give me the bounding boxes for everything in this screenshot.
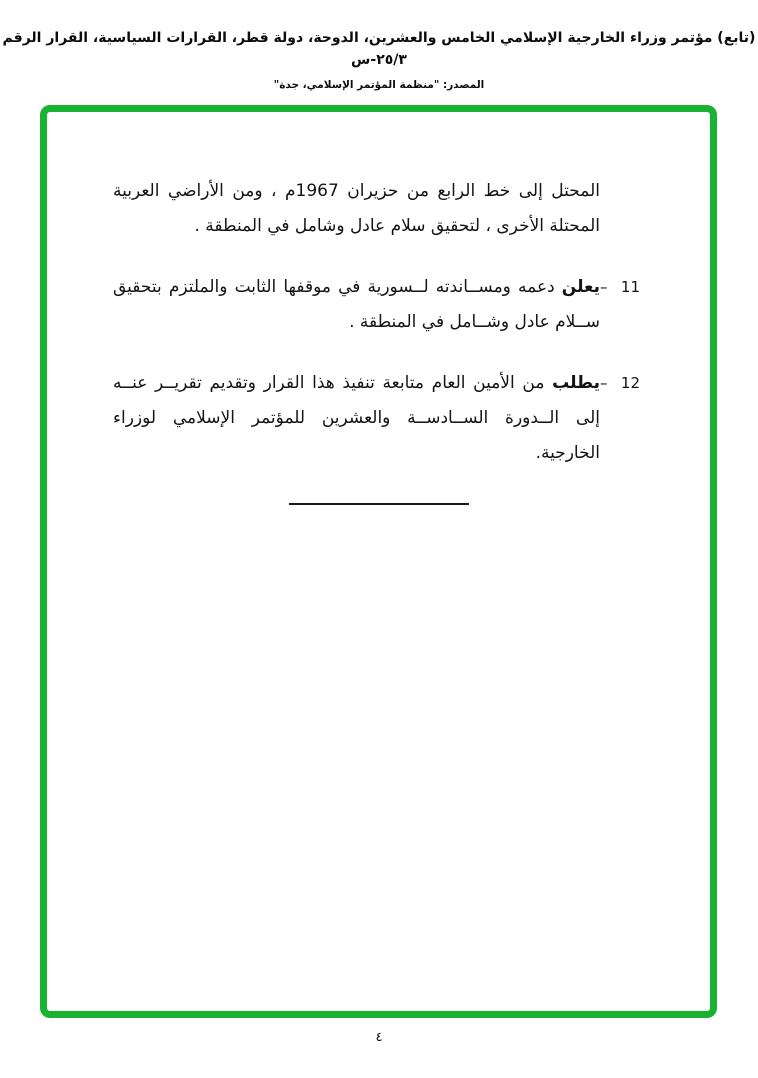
resolution-item-12 — [113, 366, 640, 471]
page-header — [0, 27, 758, 93]
item-12-dash: – — [600, 374, 608, 392]
item-11-lead-word: يعلن — [561, 277, 600, 297]
continuation-paragraph: المحتل إلى خط الرابع من حزيران 1967م ، ومن الأراضي العربية المحتلة الأخرى ، لتحقيق سلام عادل وشامل في المنطقة . — [113, 181, 600, 236]
item-11-number: 11 — [620, 278, 640, 296]
item-12-marker — [600, 366, 640, 471]
item-12-body: من الأمين العام متابعة تنفيذ هذا القرار وتقديم تقريــر عنــه إلى الــدورة الســادســة والعشرين للمؤتمر الإسلامي لوزراء الخارجية. — [113, 373, 600, 463]
item-12-text — [113, 366, 600, 471]
item-11-text — [113, 270, 600, 340]
resolution-item-11 — [113, 270, 640, 340]
item-11-body: دعمه ومســاندته لــسورية في موقفها الثابت والملتزم بتحقيق ســلام عادل وشــامل في المنطقة . — [113, 277, 600, 332]
page-number: ٤ — [375, 1030, 383, 1045]
green-border-frame — [40, 105, 717, 1018]
item-11-dash: – — [600, 278, 608, 296]
separator-line — [289, 503, 469, 505]
document-content — [47, 112, 710, 505]
item-11-marker — [600, 270, 640, 340]
header-title-line: (تابع) مؤتمر وزراء الخارجية الإسلامي الخامس والعشرين، الدوحة، دولة قطر، القرارات السياسية، القرار الرقم ٢٥/٣-س — [2, 30, 756, 68]
header-source-line: المصدر: "منظمة المؤتمر الإسلامي، جدة" — [273, 79, 485, 91]
item-12-number: 12 — [620, 374, 640, 392]
page-footer — [0, 1030, 758, 1045]
item-12-lead-word: يطلب — [552, 373, 600, 393]
